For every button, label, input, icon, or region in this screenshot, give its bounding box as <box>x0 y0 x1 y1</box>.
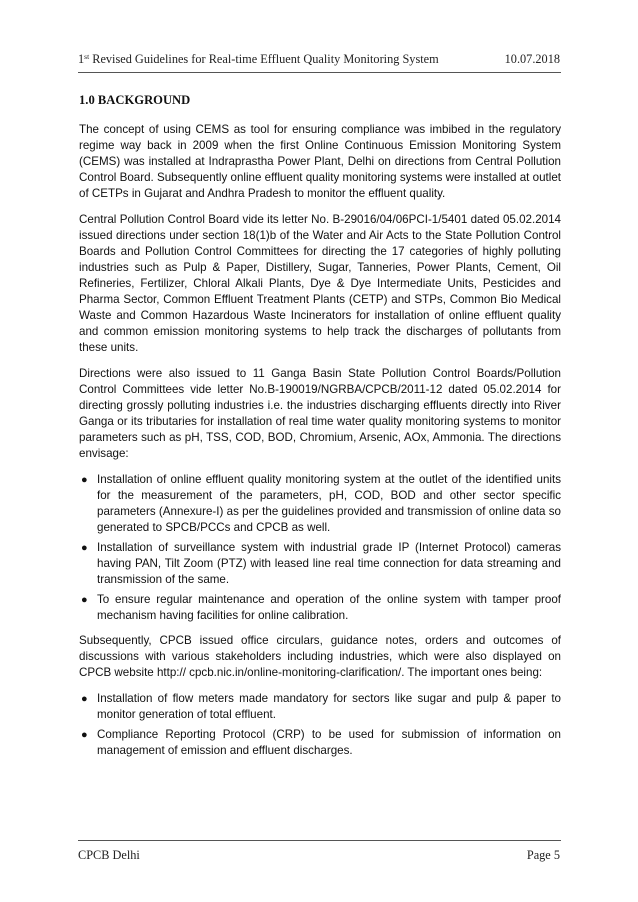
paragraph-cpcb-directions: Central Pollution Control Board vide its letter No. B-29016/04/06PCI-1/5401 dated 05.02.2014 issued directions under section 18(1)b of the Water and Air Acts to the State Pollution Control Boards and Pollution Control Committees for directing the 17 categories of highly polluting industries such as Pulp & Paper, Distillery, Sugar, Tanneries, Power Plants, Cement, Oil Refineries, Fertilizer, Chloral Alkali Plants, Dye & Dye Intermediate Units, Pesticides and Pharma Sector, Common Effluent Treatment Plants (CETP) and STPs, Common Bio Medical Waste and Common Hazardous Waste Incinerators for installation of online effluent quality and common emission monitoring systems to help track the discharges of pollutants from these units. <box>79 213 561 354</box>
page-content <box>79 92 561 768</box>
list-item <box>79 691 561 723</box>
header-divider <box>78 72 561 73</box>
bullet-icon: ● <box>81 542 88 554</box>
list-item-text: Installation of flow meters made mandatory for sectors like sugar and pulp & paper to monitor generation of total effluent. <box>97 692 561 721</box>
header-title-superscript: st <box>84 52 90 61</box>
header-title-number: 1 <box>78 52 85 66</box>
header-date: 10.07.2018 <box>504 52 560 66</box>
page-footer <box>78 848 560 866</box>
list-item <box>79 472 561 536</box>
list-item-text: Installation of surveillance system with industrial grade IP (Internet Protocol) cameras having PAN, Tilt Zoom (PTZ) with leased line real time connection for data streaming and transmission of the same. <box>97 541 561 586</box>
directions-list <box>79 472 561 624</box>
important-items-list <box>79 691 561 759</box>
page-header <box>78 52 560 70</box>
footer-divider <box>78 840 561 841</box>
list-item-text: Installation of online effluent quality monitoring system at the outlet of the identified units for the measurement of the parameters, pH, COD, BOD and other sector specific parameters (Annexure-I) as per the guidelines provided and transmission of online data so generated to SPCB/PCCs and CPCB as well. <box>97 473 561 534</box>
section-heading: 1.0 BACKGROUND <box>79 93 191 107</box>
paragraph-cems-history: The concept of using CEMS as tool for ensuring compliance was imbibed in the regulatory regime way back in 2009 when the first Online Continuous Emission Monitoring System (CEMS) was installed at Indraprastha Power Plant, Delhi on directions from Central Pollution Control Board. Subsequently online effluent quality monitoring systems were installed at outlet of CETPs in Gujarat and Andhra Pradesh to monitor the effluent quality. <box>79 123 561 200</box>
list-item <box>79 540 561 588</box>
footer-organization: CPCB Delhi <box>78 848 140 862</box>
header-title <box>78 52 439 67</box>
paragraph-ganga-directions: Directions were also issued to 11 Ganga Basin State Pollution Control Boards/Pollution Control Committees vide letter No.B-190019/NGRBA/CPCB/2011-12 dated 05.02.2014 for directing grossly polluting industries i.e. the industries discharging effluents directly into River Ganga or its tributaries for installation of real time water quality monitoring systems to monitor parameters such as pH, TSS, COD, BOD, Chromium, Arsenic, AOx, Ammonia. The directions envisage: <box>79 367 561 460</box>
paragraph-subsequent-circulars: Subsequently, CPCB issued office circulars, guidance notes, orders and outcomes of discussions with various stakeholders including industries, which were also displayed on CPCB website http:// cpcb.nic.in/online-monitoring-clarification/. The important ones being: <box>79 634 561 679</box>
list-item <box>79 592 561 624</box>
list-item-text: To ensure regular maintenance and operation of the online system with tamper proof mechanism having facilities for online calibration. <box>97 593 561 622</box>
bullet-icon: ● <box>81 729 88 741</box>
list-item <box>79 727 561 759</box>
bullet-icon: ● <box>81 594 88 606</box>
page-number: Page 5 <box>526 848 560 862</box>
header-title-text: Revised Guidelines for Real-time Effluent Quality Monitoring System <box>89 52 439 66</box>
bullet-icon: ● <box>81 474 88 486</box>
bullet-icon: ● <box>81 693 88 705</box>
list-item-text: Compliance Reporting Protocol (CRP) to be used for submission of information on management of emission and effluent discharges. <box>97 728 561 757</box>
